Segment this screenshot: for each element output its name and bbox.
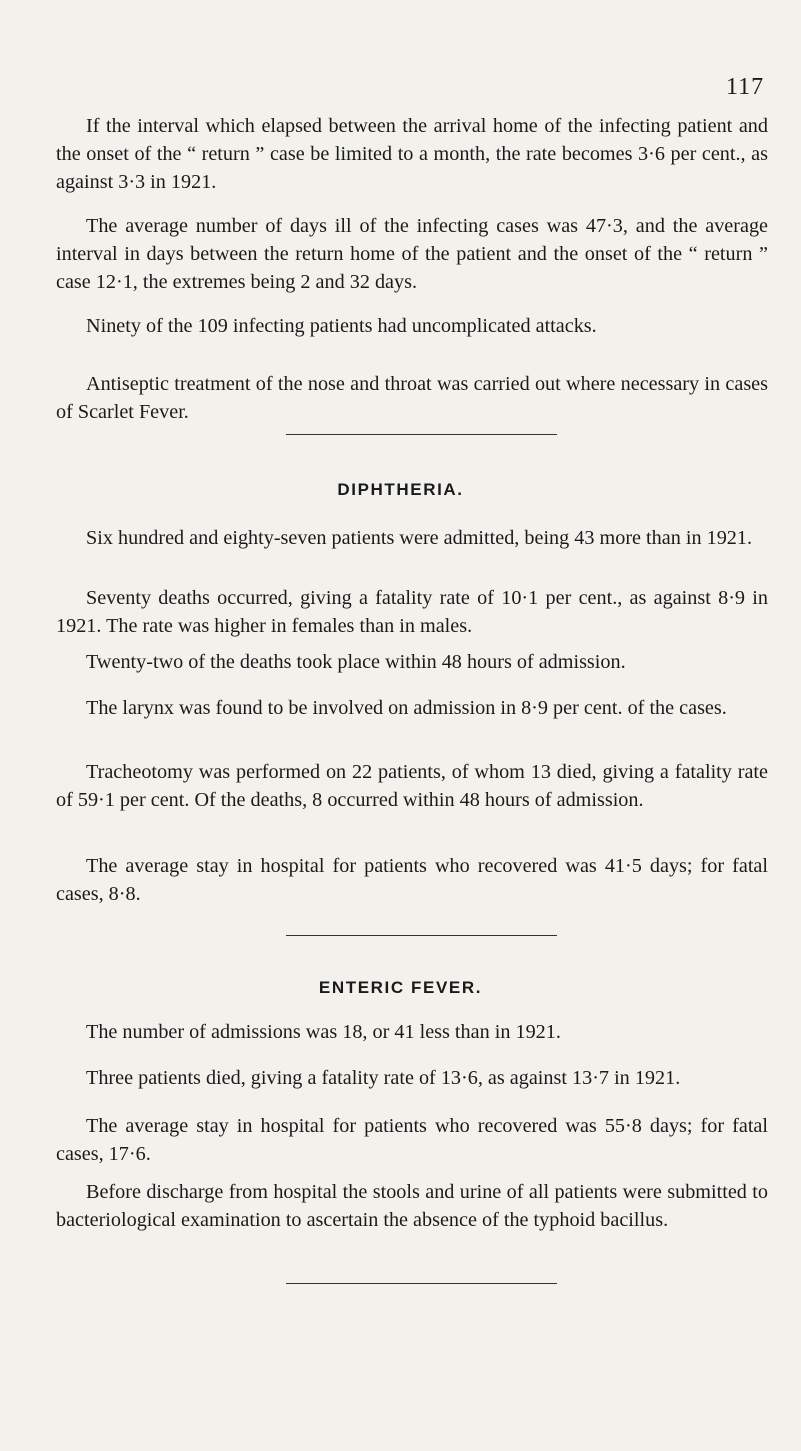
diphtheria-paragraph-5: Tracheotomy was performed on 22 patients, of whom 13 died, giving a fatality rate of 59·1 per cent. Of the deaths, 8 occurred within 48 hours of admission. [56, 761, 768, 811]
enteric-fever-paragraph-1: The number of admissions was 18, or 41 less than in 1921. [86, 1021, 561, 1043]
page-number: 117 [726, 74, 765, 100]
scarlet-fever-paragraph-3: Ninety of the 109 infecting patients had uncomplicated attacks. [86, 315, 597, 337]
enteric-fever-paragraph-4: Before discharge from hospital the stools and urine of all patients were submitted to bacteriological examination to ascertain the absence of the typhoid bacillus. [56, 1181, 768, 1231]
diphtheria-paragraph-4: The larynx was found to be involved on admission in 8·9 per cent. of the cases. [86, 697, 727, 719]
section-heading-enteric-fever: ENTERIC FEVER. [318, 978, 483, 997]
section-heading-diphtheria: DIPHTHERIA. [337, 480, 464, 499]
diphtheria-paragraph-2: Seventy deaths occurred, giving a fatality rate of 10·1 per cent., as against 8·9 in 1921. The rate was higher in females than in males. [56, 587, 768, 637]
section-divider [286, 434, 557, 435]
scarlet-fever-paragraph-4: Antiseptic treatment of the nose and throat was carried out where necessary in cases of Scarlet Fever. [56, 373, 768, 423]
enteric-fever-paragraph-2: Three patients died, giving a fatality rate of 13·6, as against 13·7 in 1921. [86, 1067, 681, 1089]
scarlet-fever-paragraph-1: If the interval which elapsed between the arrival home of the infecting patient and the onset of the “ return ” case be limited to a month, the rate becomes 3·6 per cent., as against 3·3 in 1921. [56, 115, 768, 193]
scarlet-fever-paragraph-2: The average number of days ill of the infecting cases was 47·3, and the average interval in days between the return home of the patient and the onset of the “ return ” case 12·1, the extremes being 2 and 32 days. [56, 215, 768, 293]
section-divider [286, 935, 557, 936]
enteric-fever-paragraph-3: The average stay in hospital for patients who recovered was 55·8 days; for fatal cases, 17·6. [56, 1115, 768, 1165]
diphtheria-paragraph-1: Six hundred and eighty-seven patients were admitted, being 43 more than in 1921. [86, 527, 753, 549]
diphtheria-paragraph-3: Twenty-two of the deaths took place within 48 hours of admission. [86, 651, 626, 673]
section-divider [286, 1283, 557, 1284]
diphtheria-paragraph-6: The average stay in hospital for patients who recovered was 41·5 days; for fatal cases, 8·8. [56, 855, 768, 905]
